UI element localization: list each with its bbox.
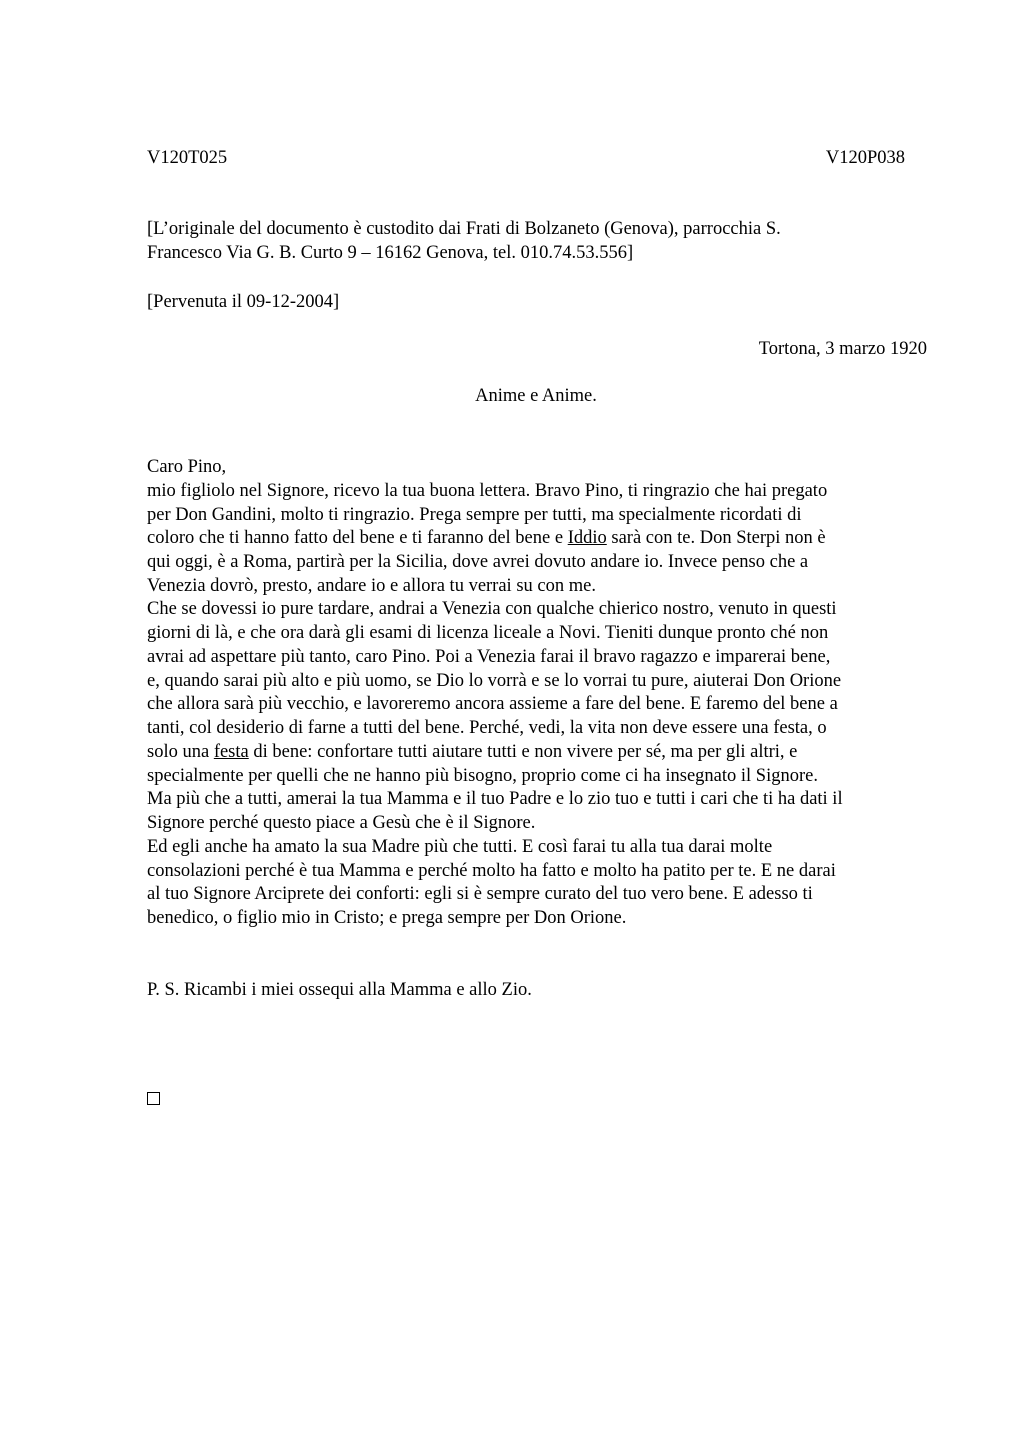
body-line: giorni di là, e che ora darà gli esami di licenza liceale a Novi. Tieniti dunque pronto ché non: [147, 623, 829, 643]
body-line: consolazioni perché è tua Mamma e perché molto ha fatto e molto ha patito per te. E ne darai: [147, 861, 836, 881]
body-line: Signore perché questo piace a Gesù che è il Signore.: [147, 813, 536, 833]
body-line: tanti, col desiderio di farne a tutti del bene. Perché, vedi, la vita non deve essere una festa, o: [147, 718, 827, 738]
archive-note-line-2: Francesco Via G. B. Curto 9 – 16162 Genova, tel. 010.74.53.556]: [147, 243, 634, 263]
body-line: coloro che ti hanno fatto del bene e ti faranno del bene e Iddio sarà con te. Don Sterpi non è: [147, 528, 826, 548]
body-line: Venezia dovrò, presto, andare io e allora tu verrai su con me.: [147, 576, 596, 596]
letter-title: Anime e Anime.: [475, 386, 597, 406]
salutation: Caro Pino,: [147, 457, 227, 477]
body-line: specialmente per quelli che ne hanno più bisogno, proprio come ci ha insegnato il Signore.: [147, 766, 818, 786]
body-line: qui oggi, è a Roma, partirà per la Sicilia, dove avrei dovuto andare io. Invece penso che a: [147, 552, 809, 572]
archive-note-line-1: [L’originale del documento è custodito dai Frati di Bolzaneto (Genova), parrocchia S.: [147, 219, 781, 239]
document-code-left: V120T025: [147, 148, 228, 168]
body-line: e, quando sarai più alto e più uomo, se Dio lo vorrà e se lo vorrai tu pure, aiuterai Don Orione: [147, 671, 842, 691]
body-line: Che se dovessi io pure tardare, andrai a Venezia con qualche chierico nostro, venuto in questi: [147, 599, 837, 619]
received-note: [Pervenuta il 09-12-2004]: [147, 292, 340, 312]
body-line: al tuo Signore Arciprete dei conforti: egli si è sempre curato del tuo vero bene. E adesso ti: [147, 884, 813, 904]
body-line: Ma più che a tutti, amerai la tua Mamma e il tuo Padre e lo zio tuo e tutti i cari che ti ha dati il: [147, 789, 843, 809]
document-code-right: V120P038: [825, 148, 905, 168]
place-date: Tortona, 3 marzo 1920: [758, 339, 927, 359]
body-line: avrai ad aspettare più tanto, caro Pino. Poi a Venezia farai il bravo ragazzo e imparerai bene,: [147, 647, 831, 667]
underlined-word: Iddio: [567, 528, 607, 548]
postscript: P. S. Ricambi i miei ossequi alla Mamma e allo Zio.: [147, 980, 532, 1000]
body-line: solo una festa di bene: confortare tutti aiutare tutti e non vivere per sé, ma per gli altri, e: [147, 742, 798, 762]
empty-square-icon: [147, 1092, 160, 1105]
body-line: per Don Gandini, molto ti ringrazio. Prega sempre per tutti, ma specialmente ricordati di: [147, 505, 802, 525]
body-line: Ed egli anche ha amato la sua Madre più che tutti. E così farai tu alla tua darai molte: [147, 837, 773, 857]
body-line: mio figliolo nel Signore, ricevo la tua buona lettera. Bravo Pino, ti ringrazio che hai pregato: [147, 481, 828, 501]
body-line: che allora sarà più vecchio, e lavoreremo ancora assieme a fare del bene. E faremo del bene a: [147, 694, 838, 714]
body-line: benedico, o figlio mio in Cristo; e prega sempre per Don Orione.: [147, 908, 627, 928]
underlined-word: festa: [213, 742, 249, 762]
